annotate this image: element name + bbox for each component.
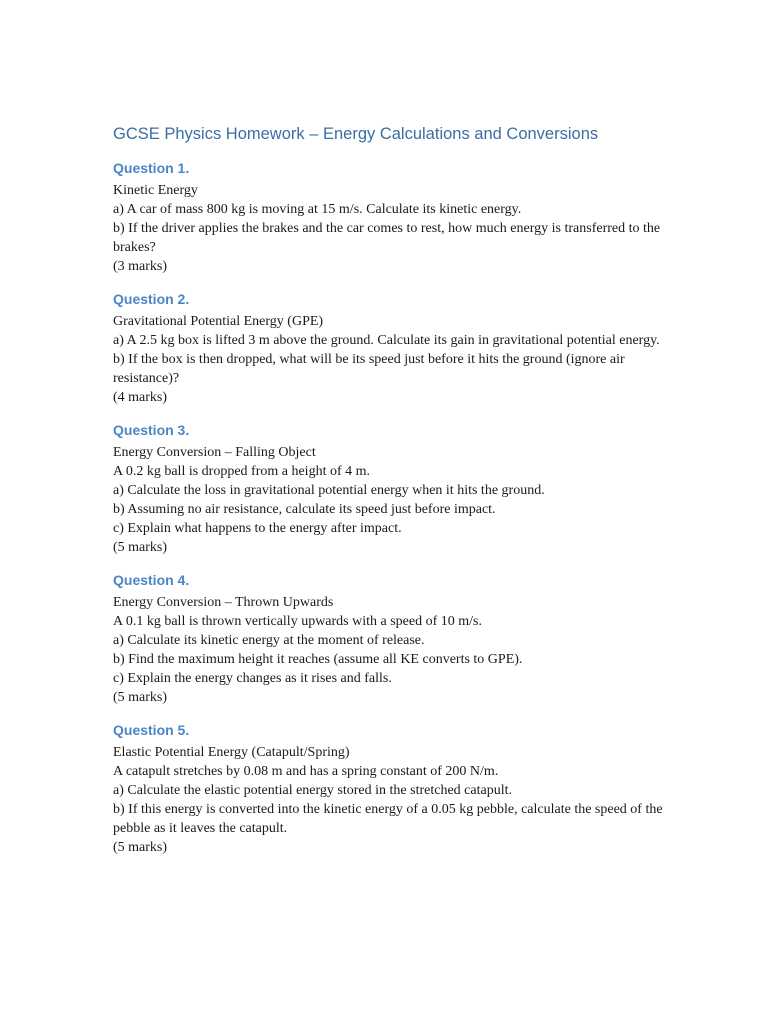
question-heading: Question 4. [113, 572, 190, 588]
question-topic: Kinetic Energy [113, 183, 198, 198]
question-part: a) Calculate its kinetic energy at the moment of release. [113, 633, 425, 648]
question-1 [113, 159, 673, 276]
question-heading: Question 1. [113, 160, 190, 176]
question-2 [113, 290, 673, 407]
question-statement: A 0.2 kg ball is dropped from a height of 4 m. [113, 464, 371, 479]
question-3 [113, 421, 673, 557]
question-part: b) If this energy is converted into the kinetic energy of a 0.05 kg pebble, calculate the speed of the pebble as it leaves the catapult. [113, 802, 663, 836]
question-marks: (3 marks) [113, 259, 168, 274]
question-part: a) Calculate the elastic potential energy stored in the stretched catapult. [113, 783, 512, 798]
question-heading: Question 3. [113, 422, 190, 438]
question-topic: Elastic Potential Energy (Catapult/Spring) [113, 745, 350, 760]
question-part: c) Explain what happens to the energy after impact. [113, 521, 402, 536]
question-part: a) A 2.5 kg box is lifted 3 m above the ground. Calculate its gain in gravitational potential energy. [113, 333, 660, 348]
question-topic: Energy Conversion – Thrown Upwards [113, 595, 334, 610]
question-part: a) Calculate the loss in gravitational potential energy when it hits the ground. [113, 483, 545, 498]
question-part: b) If the box is then dropped, what will be its speed just before it hits the ground (ignore air resistance)? [113, 352, 625, 386]
question-heading: Question 2. [113, 291, 190, 307]
document-title: GCSE Physics Homework – Energy Calculations and Conversions [113, 125, 599, 143]
question-part: b) Assuming no air resistance, calculate its speed just before impact. [113, 502, 496, 517]
question-part: a) A car of mass 800 kg is moving at 15 m/s. Calculate its kinetic energy. [113, 202, 522, 217]
question-marks: (5 marks) [113, 840, 168, 855]
document-page [113, 122, 673, 871]
question-heading: Question 5. [113, 722, 190, 738]
question-topic: Energy Conversion – Falling Object [113, 445, 316, 460]
question-topic: Gravitational Potential Energy (GPE) [113, 314, 324, 329]
question-part: b) Find the maximum height it reaches (assume all KE converts to GPE). [113, 652, 523, 667]
question-statement: A catapult stretches by 0.08 m and has a spring constant of 200 N/m. [113, 764, 499, 779]
question-marks: (4 marks) [113, 390, 168, 405]
question-part: b) If the driver applies the brakes and the car comes to rest, how much energy is transferred to the brakes? [113, 221, 661, 255]
question-statement: A 0.1 kg ball is thrown vertically upwards with a speed of 10 m/s. [113, 614, 482, 629]
question-5 [113, 721, 673, 857]
question-marks: (5 marks) [113, 690, 168, 705]
question-part: c) Explain the energy changes as it rises and falls. [113, 671, 392, 686]
question-4 [113, 571, 673, 707]
question-marks: (5 marks) [113, 540, 168, 555]
